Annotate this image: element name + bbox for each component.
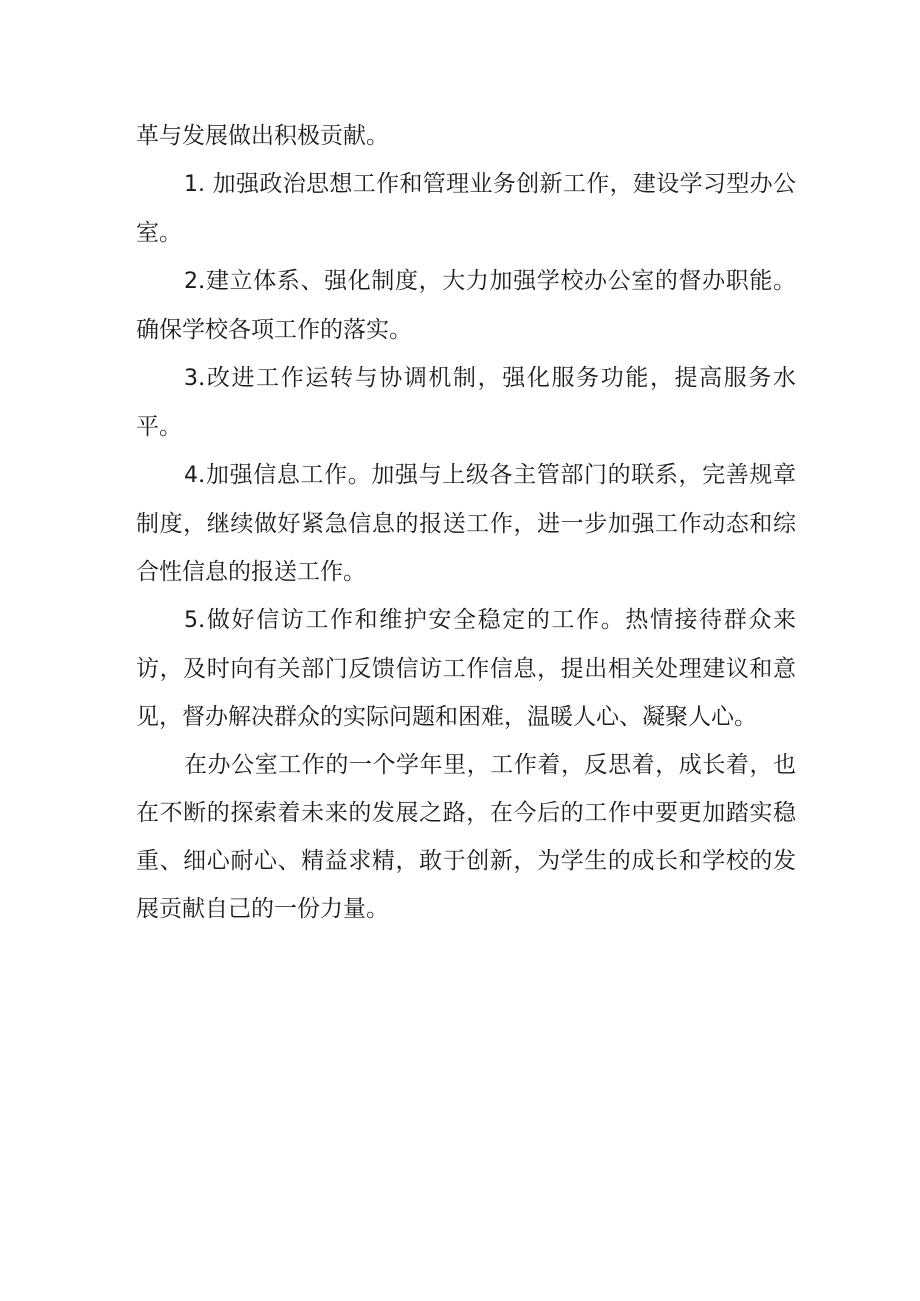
list-number: 3 xyxy=(184,366,198,391)
document-body xyxy=(136,112,796,933)
paragraph-text: .做好信访工作和维护安全稳定的工作。热情接待群众来访，及时向有关部门反馈信访工作信息，提出相关处理建议和意见，督办解决群众的实际问题和困难，温暖人心、凝聚人心。 xyxy=(136,607,796,730)
paragraph-text: 加强政治思想工作和管理业务创新工作，建设学习型办公室。 xyxy=(136,171,797,246)
list-number: 1. xyxy=(184,172,205,197)
list-number: 4 xyxy=(184,463,198,488)
paragraph-text: 革与发展做出积极贡献。 xyxy=(136,123,389,149)
paragraph-text: .建立体系、强化制度，大力加强学校办公室的督办职能。确保学校各项工作的落实。 xyxy=(136,268,796,343)
list-item-4 xyxy=(136,451,796,596)
list-item-1 xyxy=(136,160,796,257)
closing-paragraph xyxy=(136,741,796,933)
paragraph-text: .加强信息工作。加强与上级各主管部门的联系，完善规章制度，继续做好紧急信息的报送工作，进一步加强工作动态和综合性信息的报送工作。 xyxy=(136,462,796,585)
list-number: 2 xyxy=(184,269,198,294)
paragraph-text: 在办公室工作的一个学年里，工作着，反思着，成长着，也在不断的探索着未来的发展之路，在今后的工作中要更加踏实稳重、细心耐心、精益求精，敢于创新，为学生的成长和学校的发展贡献自己的一份力量。 xyxy=(136,752,796,922)
paragraph-text: .改进工作运转与协调机制，强化服务功能，提高服务水平。 xyxy=(136,365,796,440)
list-item-5 xyxy=(136,596,796,741)
list-item-2 xyxy=(136,257,796,354)
list-item-3 xyxy=(136,354,796,451)
paragraph-continuation xyxy=(136,112,796,160)
list-number: 5 xyxy=(184,608,198,633)
